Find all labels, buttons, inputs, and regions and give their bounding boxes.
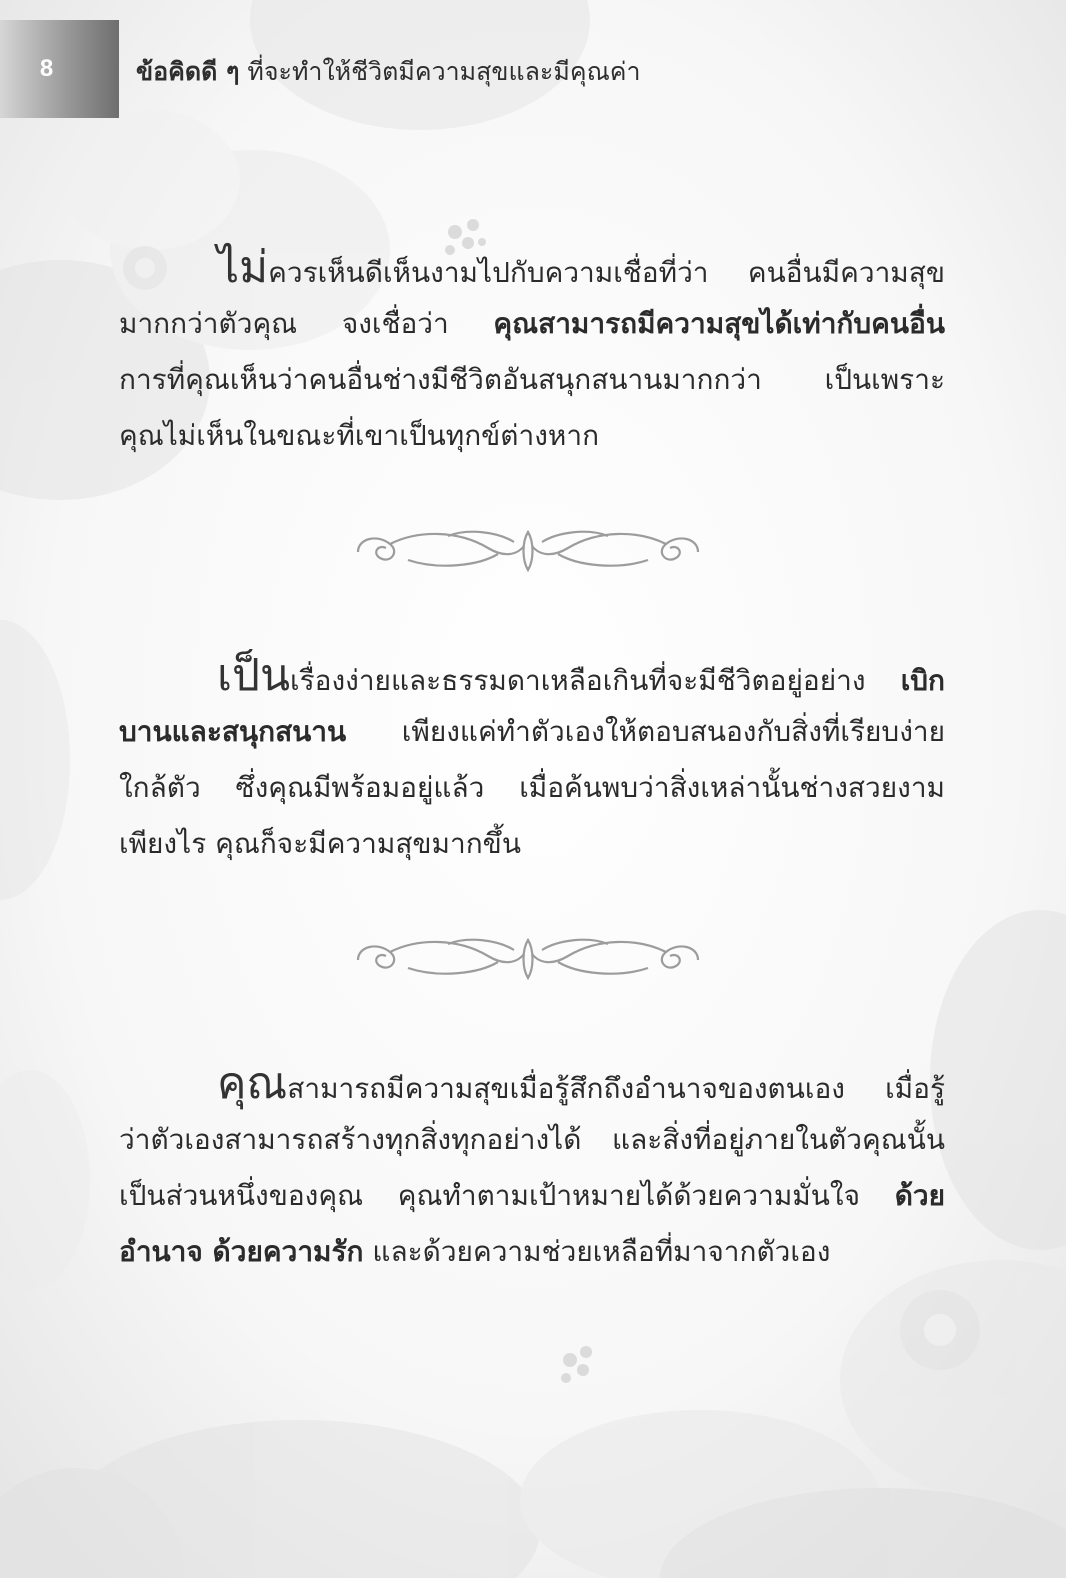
emphasis-2a: เบิก [900, 664, 945, 697]
paragraph-1-line-3: การที่คุณเห็นว่าคนอื่นช่างมีชีวิตอันสนุกสนานมากกว่า เป็นเพราะ [119, 363, 945, 396]
paragraph-1 [119, 240, 945, 464]
flourish-divider-icon [338, 928, 718, 988]
emphasis-3a: ด้วย [894, 1179, 945, 1212]
running-header-bold: ข้อคิดดี ๆ [136, 57, 240, 86]
paragraph-3 [119, 1056, 945, 1280]
running-header [136, 52, 641, 92]
emphasis-3b: อำนาจ ด้วยความรัก [119, 1235, 364, 1268]
paragraph-3-line-2: ว่าตัวเองสามารถสร้างทุกสิ่งทุกอย่างได้ และสิ่งที่อยู่ภายในตัวคุณนั้น [119, 1123, 945, 1156]
flourish-divider-icon [338, 520, 718, 580]
paragraph-3-line-1: คุณสามารถมีความสุขเมื่อรู้สึกถึงอำนาจของตนเอง เมื่อรู้ [217, 1058, 945, 1109]
running-header-rest: ที่จะทำให้ชีวิตมีความสุขและมีคุณค่า [247, 57, 641, 86]
emphasis-2b: บานและสนุกสนาน [119, 715, 347, 748]
paragraph-2-line-3: ใกล้ตัว ซึ่งคุณมีพร้อมอยู่แล้ว เมื่อค้นพบว่าสิ่งเหล่านั้นช่างสวยงาม [119, 771, 945, 804]
paragraph-2-line-4: เพียงไร คุณก็จะมีความสุขมากขึ้น [119, 827, 521, 860]
paragraph-3-line-4: อำนาจ ด้วยความรัก และด้วยความช่วยเหลือที่มาจากตัวเอง [119, 1235, 831, 1268]
drop-word-3: คุณ [217, 1058, 288, 1109]
page-number: 8 [39, 55, 54, 82]
paragraph-2 [119, 648, 945, 872]
paragraph-3-line-3: เป็นส่วนหนึ่งของคุณ คุณทำตามเป้าหมายได้ด้วยความมั่นใจ ด้วย [119, 1179, 945, 1212]
paragraph-1-line-2: มากกว่าตัวคุณ จงเชื่อว่า คุณสามารถมีความสุขได้เท่ากับคนอื่น [119, 307, 945, 340]
paragraph-2-line-2: บานและสนุกสนาน เพียงแค่ทำตัวเองให้ตอบสนองกับสิ่งที่เรียบง่าย [119, 715, 945, 748]
emphasis-1: คุณสามารถมีความสุขได้เท่ากับคนอื่น [493, 307, 945, 340]
paragraph-1-line-4: คุณไม่เห็นในขณะที่เขาเป็นทุกข์ต่างหาก [119, 419, 600, 452]
drop-word-2: เป็น [217, 650, 291, 701]
drop-word-1: ไม่ [217, 242, 269, 293]
paragraph-1-line-1: ไม่ควรเห็นดีเห็นงามไปกับความเชื่อที่ว่า คนอื่นมีความสุข [217, 242, 945, 293]
paragraph-2-line-1: เป็นเรื่องง่ายและธรรมดาเหลือเกินที่จะมีชีวิตอยู่อย่าง เบิก [217, 650, 945, 701]
